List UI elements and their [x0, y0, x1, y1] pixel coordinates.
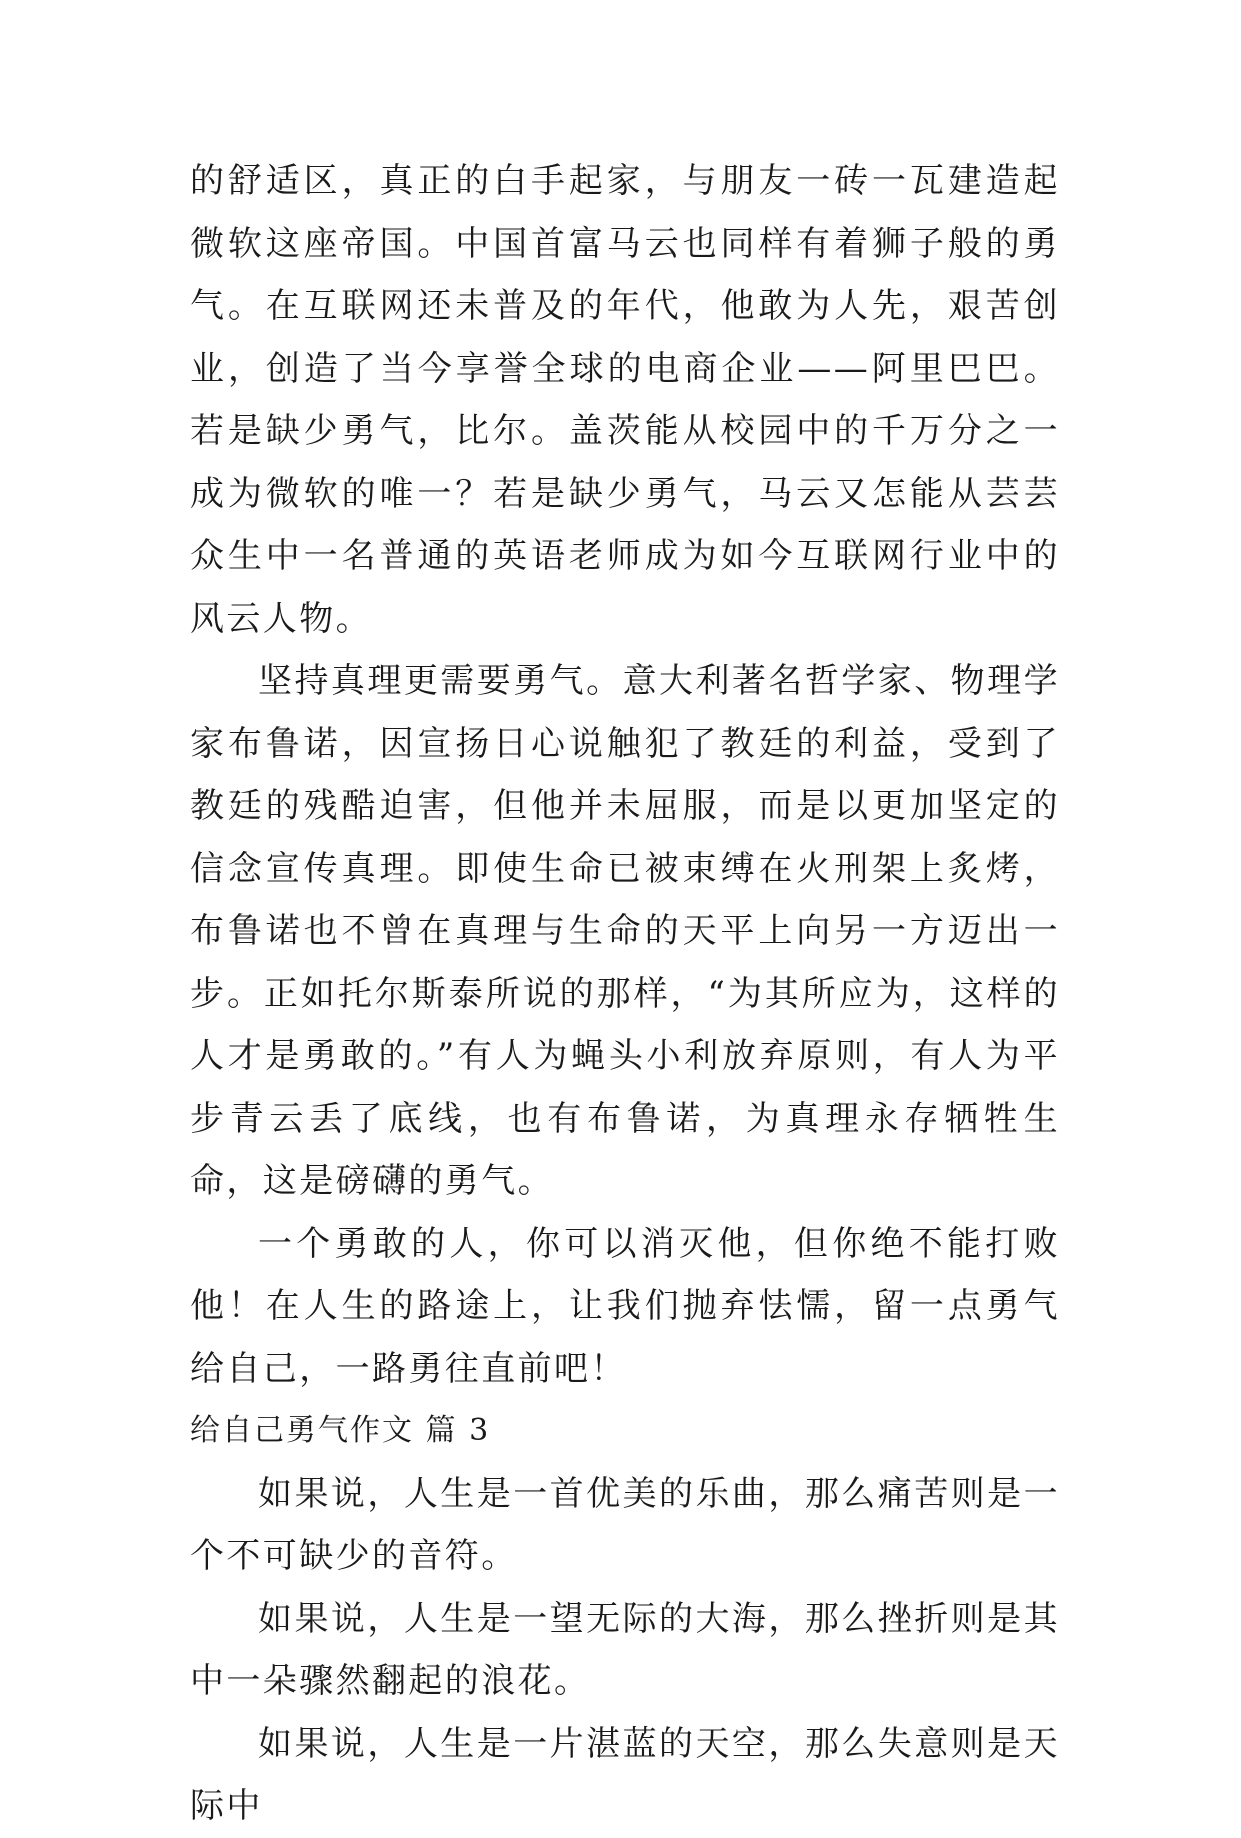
document-page: [190, 150, 1060, 1838]
body-paragraph: 一个勇敢的人，你可以消灭他，但你绝不能打败他！在人生的路途上，让我们抛弃怯懦，留一点勇气给自己，一路勇往直前吧！: [190, 1223, 1060, 1389]
body-paragraph: 的舒适区，真正的白手起家，与朋友一砖一瓦建造起微软这座帝国。中国首富马云也同样有着狮子般的勇气。在互联网还未普及的年代，他敢为人先，艰苦创业，创造了当今享誉全球的电商企业——阿里巴巴。若是缺少勇气，比尔。盖茨能从校园中的千万分之一成为微软的唯一？若是缺少勇气，马云又怎能从芸芸众生中一名普通的英语老师成为如今互联网行业中的风云人物。: [190, 161, 1060, 639]
body-paragraph: 如果说，人生是一望无际的大海，那么挫折则是其中一朵骤然翻起的浪花。: [190, 1598, 1060, 1701]
section-heading: 给自己勇气作文 篇 3: [190, 1413, 491, 1448]
body-paragraph: 如果说，人生是一片湛蓝的天空，那么失意则是天际中: [190, 1723, 1060, 1826]
body-paragraph: 坚持真理更需要勇气。意大利著名哲学家、物理学家布鲁诺，因宣扬日心说触犯了教廷的利益，受到了教廷的残酷迫害，但他并未屈服，而是以更加坚定的信念宣传真理。即使生命已被束缚在火刑架上炙烤，布鲁诺也不曾在真理与生命的天平上向另一方迈出一步。正如托尔斯泰所说的那样，“为其所应为，这样的人才是勇敢的。”有人为蝇头小利放弃原则，有人为平步青云丢了底线，也有布鲁诺，为真理永存牺牲生命，这是磅礴的勇气。: [190, 661, 1060, 1201]
body-paragraph: 如果说，人生是一首优美的乐曲，那么痛苦则是一个不可缺少的音符。: [190, 1473, 1060, 1576]
